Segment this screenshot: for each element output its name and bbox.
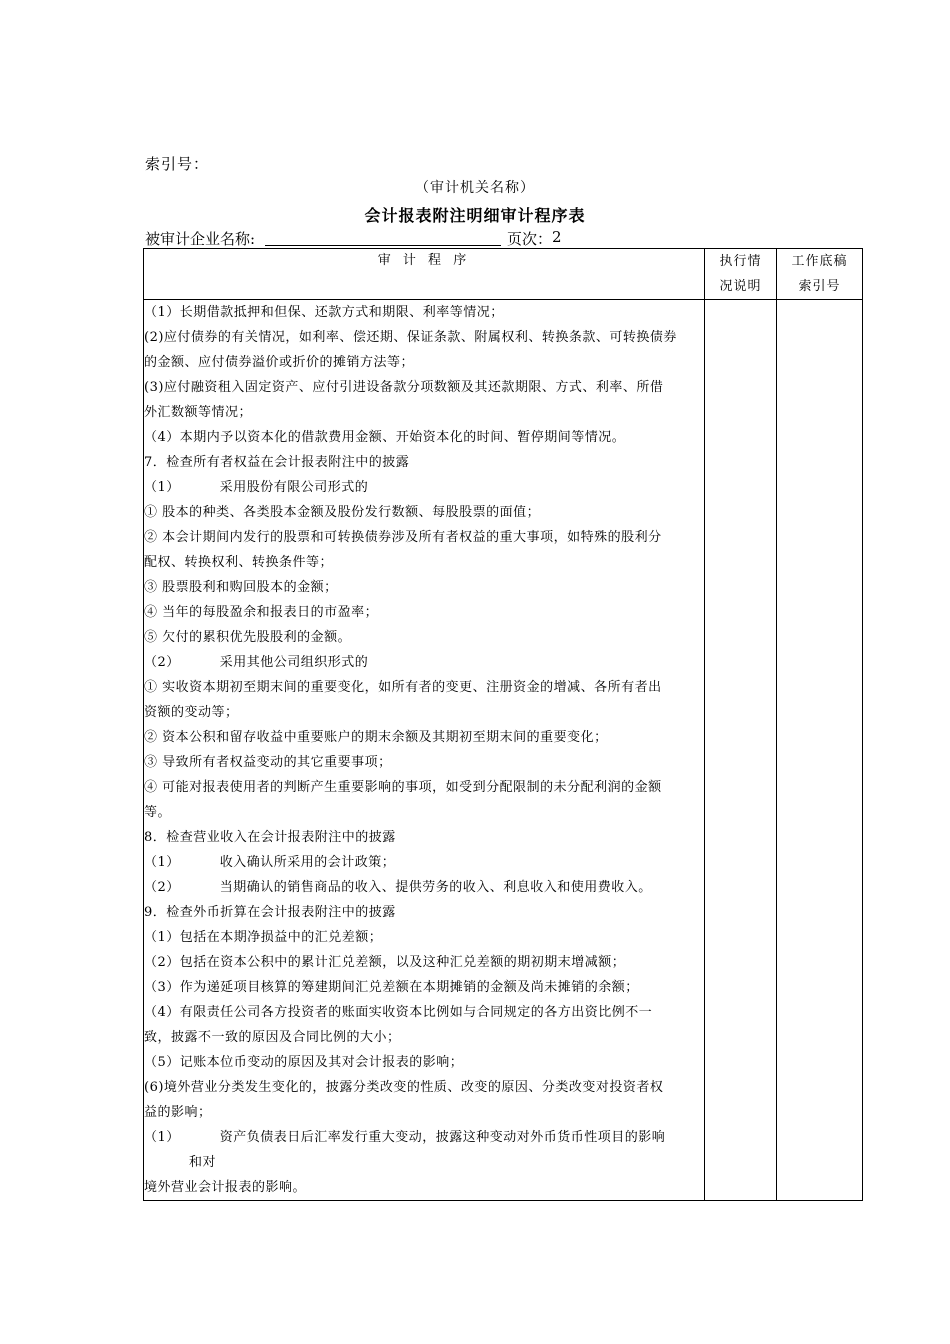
procedure-line: ① 股本的种类、各类股本金额及股份发行数额、每股股票的面值； bbox=[144, 505, 541, 520]
reference-header-line1: 工作底稿 bbox=[791, 254, 848, 269]
audited-entity-field[interactable] bbox=[265, 245, 501, 246]
procedure-line: 外汇数额等情况； bbox=[144, 405, 253, 420]
procedure-line: (3)应付融资租入固定资产、应付引进设备款分项数额及其还款期限、方式、利率、所借 bbox=[144, 380, 664, 395]
item-number: （1） bbox=[144, 1130, 180, 1145]
procedure-line: ② 资本公积和留存收益中重要账户的期末余额及其期初至期末间的重要变化； bbox=[144, 730, 608, 745]
procedure-line bbox=[144, 875, 704, 900]
item-text: 当期确认的销售商品的收入、提供劳务的收入、利息收入和使用费收入。 bbox=[219, 880, 652, 895]
page-number-label: 页次： bbox=[507, 230, 553, 248]
procedure-line: (6)境外营业分类发生变化的，披露分类改变的性质、改变的原因、分类改变对投资者权 bbox=[144, 1080, 664, 1095]
procedure-line: （4）有限责任公司各方投资者的账面实收资本比例如与合同规定的各方出资比例不一 bbox=[144, 1005, 653, 1020]
procedure-line: （1）包括在本期净损益中的汇兑差额； bbox=[144, 930, 383, 945]
reference-column-header bbox=[777, 249, 863, 300]
procedure-line: ④ 当年的每股盈余和报表日的市盈率； bbox=[144, 605, 379, 620]
procedure-line: 致，披露不一致的原因及合同比例的大小； bbox=[144, 1030, 401, 1045]
item-text: 采用其他公司组织形式的 bbox=[219, 655, 369, 670]
procedure-line bbox=[144, 650, 704, 675]
procedure-line: ① 实收资本期初至期末间的重要变化，如所有者的变更、注册资金的增减、各所有者出 bbox=[144, 680, 662, 695]
audit-procedure-table bbox=[143, 248, 863, 1201]
item-number: （2） bbox=[144, 880, 180, 895]
procedure-line: (2)应付债券的有关情况，如利率、偿还期、保证条款、附属权利、转换条款、可转换债券 bbox=[144, 330, 677, 345]
procedure-line: 境外营业会计报表的影响。 bbox=[144, 1180, 307, 1195]
item-number: （2） bbox=[144, 655, 180, 670]
procedure-line: （1）长期借款抵押和但保、还款方式和期限、利率等情况； bbox=[144, 305, 504, 320]
procedure-content-cell bbox=[144, 300, 705, 1201]
procedure-line: 的金额、应付债券溢价或折价的摊销方法等； bbox=[144, 355, 415, 370]
procedure-line: 配权、转换权利、转换条件等； bbox=[144, 555, 334, 570]
procedure-line bbox=[144, 850, 704, 875]
index-number-label: 索引号： bbox=[145, 155, 210, 173]
reference-header-line2: 索引号 bbox=[798, 279, 841, 294]
procedure-column-header: 审 计 程 序 bbox=[144, 249, 705, 300]
procedure-line: ③ 股票股利和购回股本的金额； bbox=[144, 580, 338, 595]
procedure-line bbox=[144, 475, 704, 500]
table-header-row bbox=[144, 249, 863, 300]
execution-header-line1: 执行情 bbox=[719, 254, 762, 269]
workpaper-reference-cell[interactable] bbox=[777, 300, 863, 1201]
section-heading-7: 7．检查所有者权益在会计报表附注中的披露 bbox=[144, 455, 410, 470]
section-heading-8: 8．检查营业收入在会计报表附注中的披露 bbox=[144, 830, 396, 845]
execution-notes-cell[interactable] bbox=[705, 300, 777, 1201]
procedure-line bbox=[144, 1125, 704, 1150]
item-text: 采用股份有限公司形式的 bbox=[219, 480, 369, 495]
execution-column-header bbox=[705, 249, 777, 300]
page-title: 会计报表附注明细审计程序表 bbox=[364, 206, 586, 225]
item-text: 收入确认所采用的会计政策； bbox=[219, 855, 396, 870]
procedure-line: （4）本期内予以资本化的借款费用金额、开始资本化的时间、暂停期间等情况。 bbox=[144, 430, 626, 445]
procedure-line: （5）记账本位币变动的原因及其对会计报表的影响； bbox=[144, 1055, 464, 1070]
procedure-line: 等。 bbox=[144, 805, 172, 820]
meta-row bbox=[145, 228, 861, 248]
procedure-line: ② 本会计期间内发行的股票和可转换债券涉及所有者权益的重大事项，如特殊的股利分 bbox=[144, 530, 662, 545]
procedure-line: ④ 可能对报表使用者的判断产生重要影响的事项，如受到分配限制的未分配利润的金额 bbox=[144, 780, 662, 795]
procedure-line: （2）包括在资本公积中的累计汇兑差额，以及这种汇兑差额的期初期末增减额； bbox=[144, 955, 626, 970]
execution-header-line2: 况说明 bbox=[719, 279, 762, 294]
audited-entity-label: 被审计企业名称: bbox=[145, 230, 256, 248]
procedure-line: 和对 bbox=[189, 1155, 217, 1170]
procedure-line: 资额的变动等； bbox=[144, 705, 239, 720]
page-number-value: 2 bbox=[552, 228, 562, 246]
table-body-row bbox=[144, 300, 863, 1201]
item-text: 资产负债表日后汇率发行重大变动，披露这种变动对外币货币性项目的影响 bbox=[219, 1130, 666, 1145]
procedure-line: （3）作为递延项目核算的筹建期间汇兑差额在本期摊销的金额及尚未摊销的余额； bbox=[144, 980, 639, 995]
procedure-line: ③ 导致所有者权益变动的其它重要事项； bbox=[144, 755, 392, 770]
procedure-line: 益的影响； bbox=[144, 1105, 212, 1120]
audit-agency-name: （审计机关名称） bbox=[415, 180, 535, 196]
procedure-line: ⑤ 欠付的累积优先股股利的金额。 bbox=[144, 630, 352, 645]
item-number: （1） bbox=[144, 855, 180, 870]
section-heading-9: 9．检查外币折算在会计报表附注中的披露 bbox=[144, 905, 396, 920]
item-number: （1） bbox=[144, 480, 180, 495]
